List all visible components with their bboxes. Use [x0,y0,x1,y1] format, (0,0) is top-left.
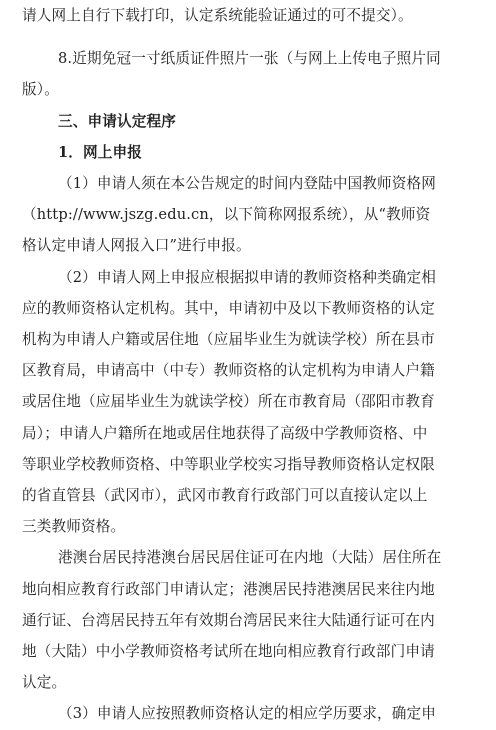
text-line: 港澳台居民持港澳台居民居住证可在内地（大陆）居住所在 [58,549,442,567]
text-line: 三类教师资格。 [22,518,126,536]
text-line: 机构为申请人户籍或居住地（应届毕业生为就读学校）所在县市 [22,331,435,348]
text-line: 应的教师资格认定机构。其中，申请初中及以下教师资格的认定 [22,299,435,317]
text-line: 地向相应教育行政部门申请认定；港澳居民持港澳居民来往内地 [22,580,435,598]
text-line: （1）申请人须在本公告规定的时间内登陆中国教师资格网 [58,175,437,192]
text-line: 通行证、台湾居民持五年有效期台湾居民来往大陆通行证可在内 [22,611,435,629]
text-line: 请人网上自行下载打印，认定系统能验证通过的可不提交）。 [22,7,413,24]
text-line: 的省直管县（武冈市），武冈市教育行政部门可以直接认定以上 [22,487,428,504]
text-line: 8.近期免冠一寸纸质证件照片一张（与网上上传电子照片同 [58,50,441,68]
text-line: 认定。 [22,674,67,692]
text-line: 或居住地（应届毕业生为就读学校）所在市教育局（邵阳市教育 [22,393,435,411]
text-line: 格认定申请人网报入口”进行申报。 [22,237,251,255]
subsection-heading: 1．网上申报 [58,143,143,161]
text-line: 版）。 [22,81,59,99]
text-line: （2）申请人网上申报应根据拟申请的教师资格种类确定相 [58,268,437,286]
section-heading: 三、申请认定程序 [58,112,176,130]
text-line: 等职业学校教师资格、中等职业学校实习指导教师资格认定权限 [22,455,435,473]
text-line: 局）；申请人户籍所在地或居住地获得了高级中学教师资格、中 [22,424,428,442]
text-line: （http://www.jszg.edu.cn，以下简称网报系统），从“教师资 [22,206,431,224]
text-line: （3）申请人应按照教师资格认定的相应学历要求，确定申 [58,705,437,723]
text-line: 区教育局，申请高中（中专）教师资格的认定机构为申请人户籍 [22,362,435,380]
text-line: 地（大陆）中小学教师资格考试所在地向相应教育行政部门申请 [22,643,435,660]
